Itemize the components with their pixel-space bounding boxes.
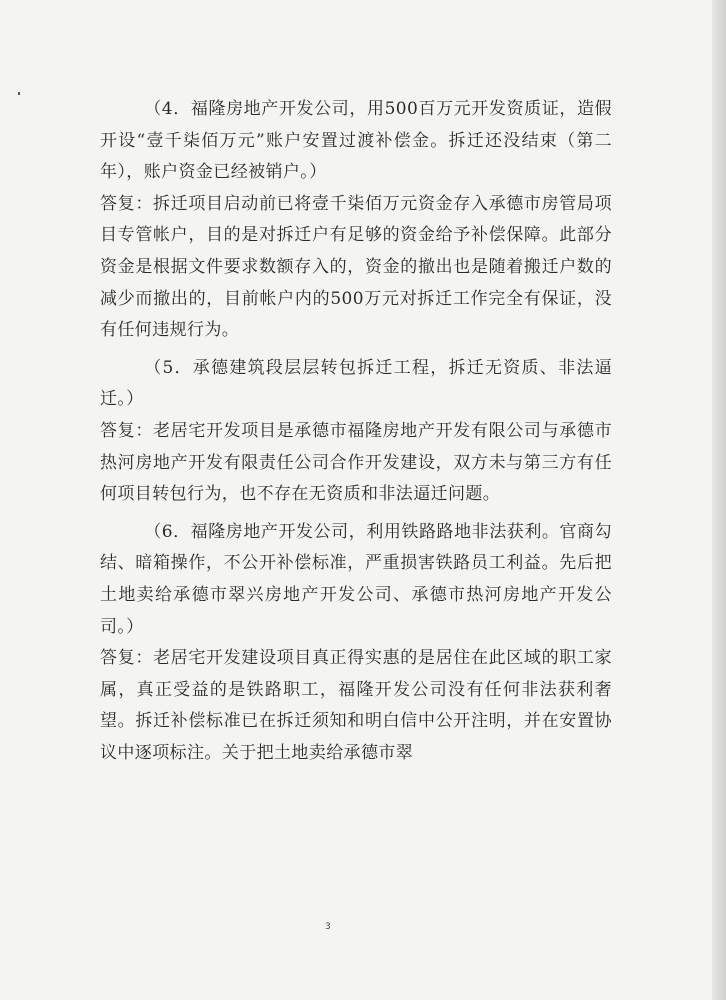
- reply-paragraph-5: 答复：老居宅开发项目是承德市福隆房地产开发有限公司与承德市热河房地产开发有限责任公司合作开发建设，双方未与第三方有任何项目转包行为，也不存在无资质和非法逼迁问题。: [100, 420, 612, 505]
- reply-paragraph-6: 答复：老居宅开发建设项目真正得实惠的是居住在此区域的职工家属，真正受益的是铁路职工，福隆开发公司没有任何非法获利奢望。拆迁补偿标准已在拆迁须知和明白信中公开注明，并在安置协议中逐项标注。关于把土地卖给承德市翠: [100, 648, 612, 763]
- complaint-paragraph-4: （4．福隆房地产开发公司，用500百万元开发资质证，造假开设“壹千柒佰万元”账户安置过渡补偿金。拆迁还没结束（第二年），账户资金已经被销户。）: [100, 99, 612, 183]
- document-body: [100, 94, 612, 769]
- reply-paragraph-4: 答复：拆迁项目启动前已将壹千柒佰万元资金存入承德市房管局项目专管帐户，目的是对拆迁户有足够的资金给予补偿保障。此部分资金是根据文件要求数额存入的，资金的撤出也是随着搬迁户数的减少而撤出的，目前帐户内的500万元对拆迁工作完全有保证，没有任何违规行为。: [100, 193, 612, 341]
- page-number: 3: [325, 922, 331, 932]
- scan-edge-shadow: [712, 0, 726, 1000]
- scan-speck: [18, 92, 20, 95]
- complaint-paragraph-5: （5．承德建筑段层层转包拆迁工程，拆迁无资质、非法逼迁。）: [100, 357, 612, 410]
- complaint-paragraph-6: （6．福隆房地产开发公司，利用铁路路地非法获利。官商勾结、暗箱操作，不公开补偿标准，严重损害铁路员工利益。先后把土地卖给承德市翠兴房地产开发公司、承德市热河房地产开发公司。）: [100, 521, 612, 637]
